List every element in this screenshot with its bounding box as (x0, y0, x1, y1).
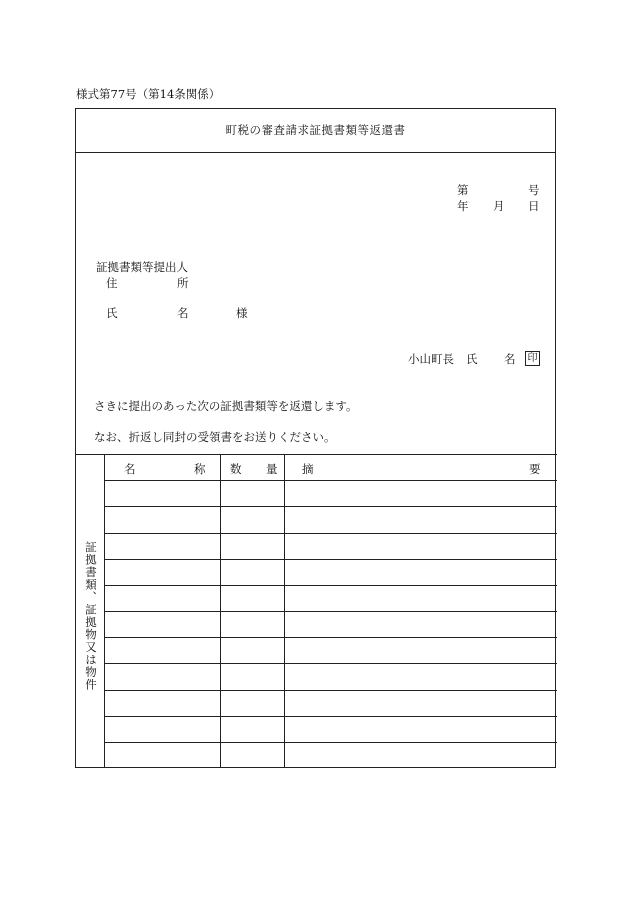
issuer-title: 小山町長 (408, 352, 454, 366)
title-row (76, 109, 555, 153)
form-title: 町税の審査請求証拠書類等返還書 (225, 123, 406, 137)
body-line-1: さきに提出のあった次の証拠書類等を返還します。 (94, 399, 358, 413)
header-notes-1: 摘 (302, 462, 314, 476)
side-label: 証拠書類、証拠物又は物件 (84, 541, 98, 691)
submitter-heading: 証拠書類等提出人 (96, 260, 188, 274)
body-line-2: なお、折返し同封の受領書をお送りください。 (94, 430, 336, 444)
form-number-label: 様式第77号（第14条関係） (76, 87, 221, 101)
date-year: 年 (457, 199, 469, 213)
table-top-border (76, 454, 557, 455)
honorific: 様 (236, 306, 248, 320)
header-qty-2: 量 (266, 462, 278, 476)
header-notes-2: 要 (529, 462, 541, 476)
form-frame (75, 108, 556, 768)
table-row (104, 663, 557, 664)
header-qty-1: 数 (230, 462, 242, 476)
header-name-1: 名 (124, 462, 136, 476)
table-row (104, 716, 557, 717)
issuer-name-label-2: 名 (504, 352, 516, 366)
table-row (104, 690, 557, 691)
table-row (104, 611, 557, 612)
table-row (104, 506, 557, 507)
table-row (104, 742, 557, 743)
number-dai: 第 (457, 183, 469, 197)
table-row (104, 637, 557, 638)
table-row (104, 480, 557, 481)
number-go: 号 (528, 183, 540, 197)
table-row (104, 533, 557, 534)
table-row (104, 559, 557, 560)
seal-mark: 印 (525, 351, 540, 366)
date-month: 月 (493, 199, 505, 213)
address-label-1: 住 (106, 276, 118, 290)
address-label-2: 所 (177, 276, 189, 290)
header-name-2: 称 (194, 462, 206, 476)
table-row (104, 585, 557, 586)
name-label-2: 名 (177, 306, 189, 320)
date-day: 日 (528, 199, 540, 213)
issuer-name-label-1: 氏 (466, 352, 478, 366)
name-label-1: 氏 (106, 306, 118, 320)
